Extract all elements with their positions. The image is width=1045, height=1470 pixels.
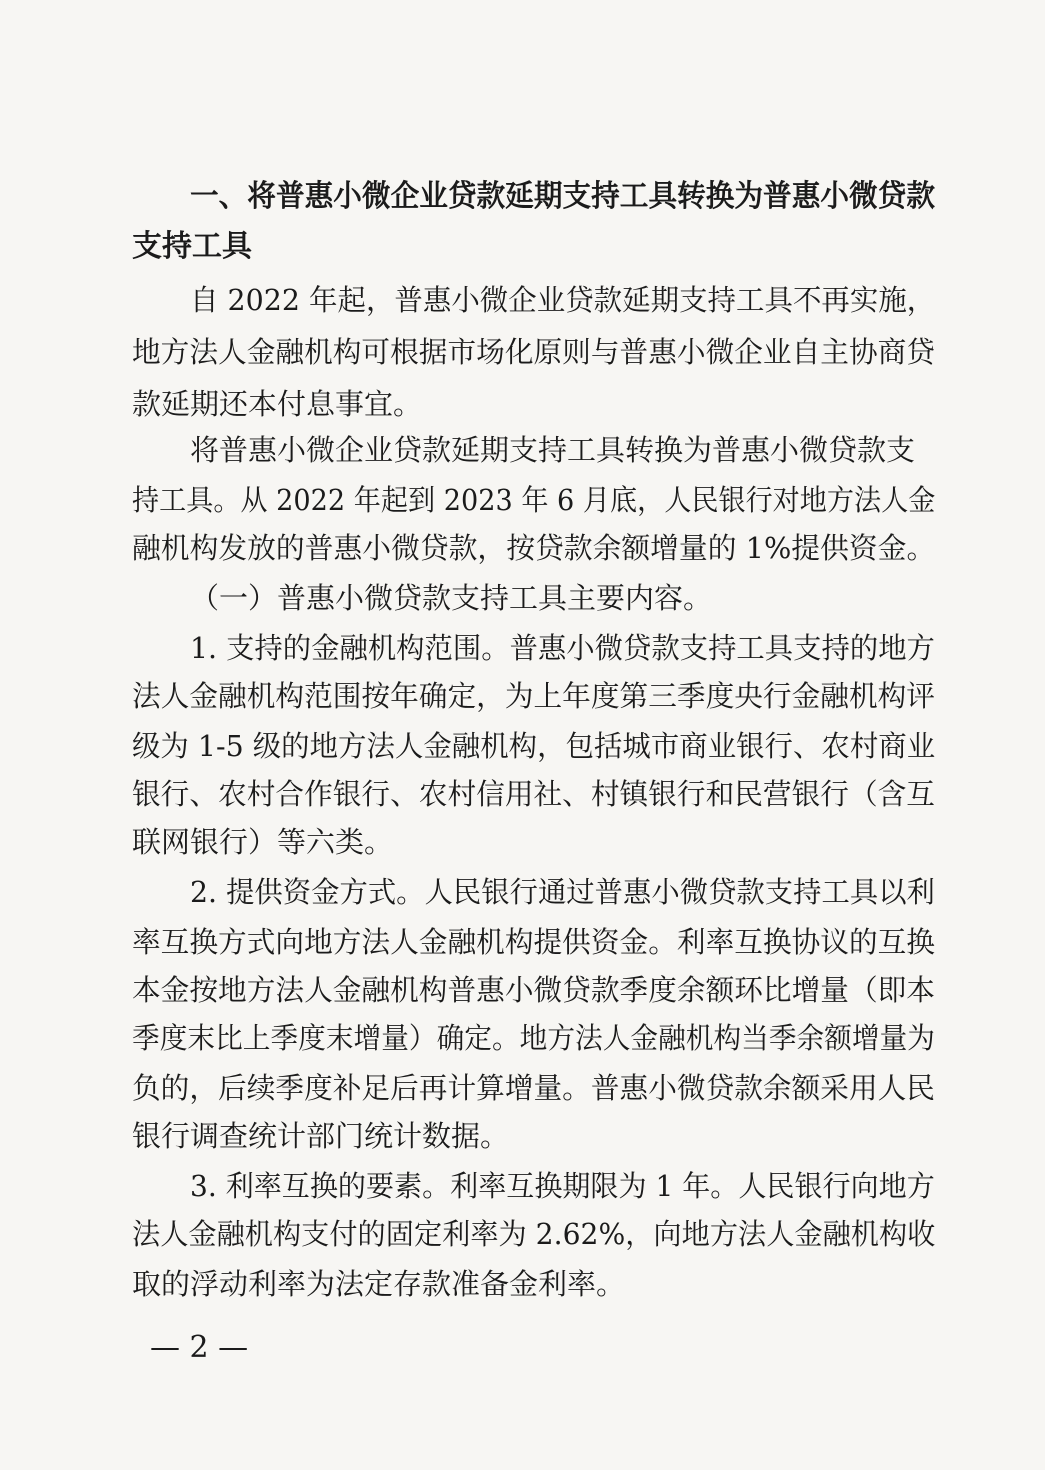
item-2-line-1: 2. 提供资金方式。人民银行通过普惠小微贷款支持工具以利 xyxy=(190,875,935,909)
paragraph-2-line-3: 融机构发放的普惠小微贷款，按贷款余额增量的 1%提供资金。 xyxy=(132,531,936,565)
paragraph-2-line-1: 将普惠小微企业贷款延期支持工具转换为普惠小微贷款支 xyxy=(190,433,916,467)
item-3-line-3: 取的浮动利率为法定存款准备金利率。 xyxy=(132,1267,626,1301)
item-3-line-2: 法人金融机构支付的固定利率为 2.62%，向地方法人金融机构收 xyxy=(132,1217,936,1251)
item-2-line-2: 率互换方式向地方法人金融机构提供资金。利率互换协议的互换 xyxy=(132,925,936,959)
paragraph-1-line-2: 地方法人金融机构可根据市场化原则与普惠小微企业自主协商贷 xyxy=(132,335,936,369)
item-1-line-5: 联网银行）等六类。 xyxy=(132,825,394,859)
item-1-line-1: 1. 支持的金融机构范围。普惠小微贷款支持工具支持的地方 xyxy=(190,631,935,665)
item-2-line-3: 本金按地方法人金融机构普惠小微贷款季度余额环比增量（即本 xyxy=(132,973,936,1007)
item-1-line-4: 银行、农村合作银行、农村信用社、村镇银行和民营银行（含互 xyxy=(132,777,936,811)
paragraph-2-line-2: 持工具。从 2022 年起到 2023 年 6 月底，人民银行对地方法人金 xyxy=(132,483,936,517)
item-3-line-1: 3. 利率互换的要素。利率互换期限为 1 年。人民银行向地方 xyxy=(190,1169,935,1203)
section-heading-line-1: 一、将普惠小微企业贷款延期支持工具转换为普惠小微贷款 xyxy=(190,179,935,214)
section-heading-line-2: 支持工具 xyxy=(132,229,252,264)
item-2-line-6: 银行调查统计部门统计数据。 xyxy=(132,1119,510,1153)
paragraph-1-line-1: 自 2022 年起，普惠小微企业贷款延期支持工具不再实施， xyxy=(190,283,936,317)
item-1-line-2: 法人金融机构范围按年确定，为上年度第三季度央行金融机构评 xyxy=(132,679,936,713)
page-number: — 2 — xyxy=(150,1330,249,1365)
item-1-line-3: 级为 1-5 级的地方法人金融机构，包括城市商业银行、农村商业 xyxy=(132,729,936,763)
item-2-line-4: 季度末比上季度末增量）确定。地方法人金融机构当季余额增量为 xyxy=(132,1021,936,1055)
item-2-line-5: 负的，后续季度补足后再计算增量。普惠小微贷款余额采用人民 xyxy=(132,1071,936,1105)
paragraph-1-line-3: 款延期还本付息事宜。 xyxy=(132,387,423,421)
subsection-heading: （一）普惠小微贷款支持工具主要内容。 xyxy=(190,581,713,615)
